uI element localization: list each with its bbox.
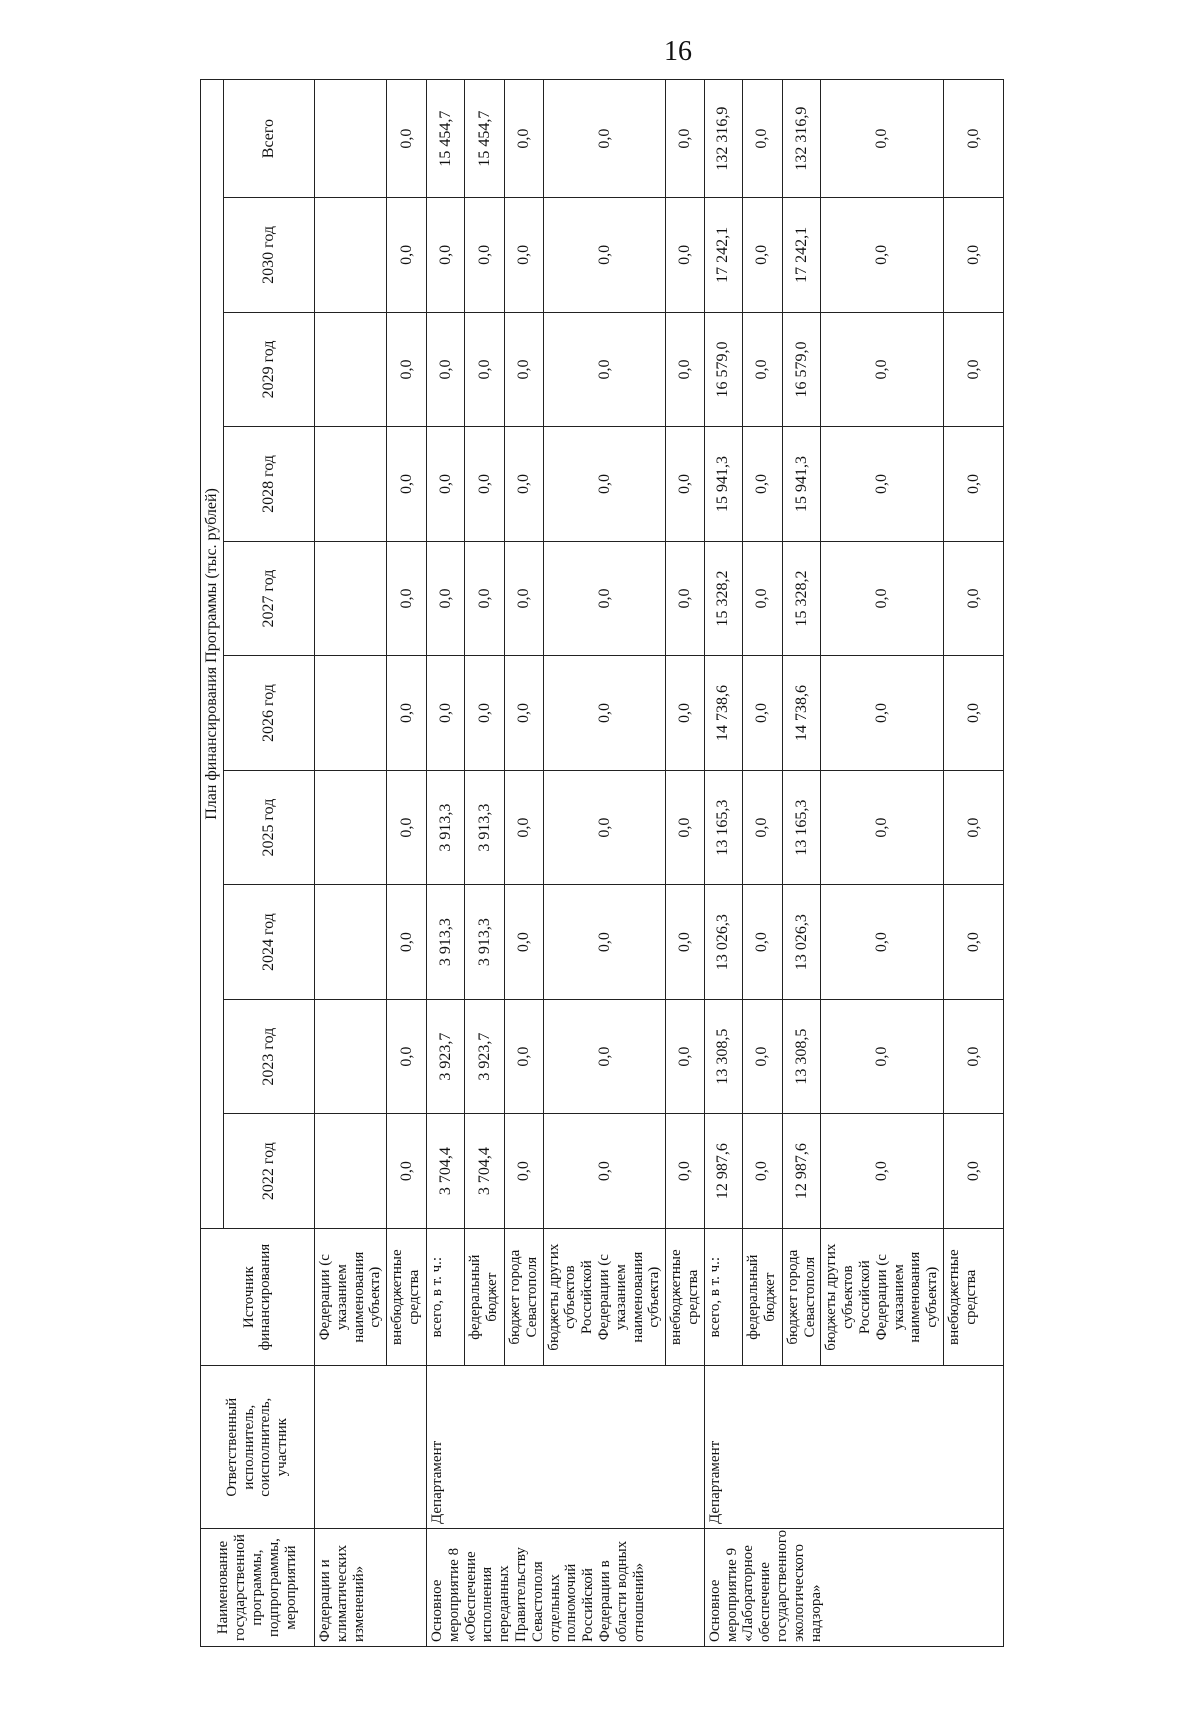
year-value: 15 328,2 (782, 541, 821, 656)
year-value: 0,0 (666, 770, 705, 885)
total-value: 0,0 (666, 80, 705, 198)
year-value: 3 704,4 (465, 1114, 505, 1229)
year-value: 0,0 (465, 656, 505, 771)
measure-name: Основное мероприятие 9 «Лабораторное обеспечение государственного экологического надзора» (704, 1529, 1003, 1647)
col-header-year: 2030 год (223, 198, 314, 313)
year-value: 0,0 (543, 541, 666, 656)
year-value: 0,0 (742, 427, 782, 542)
total-value: 0,0 (387, 80, 427, 198)
col-header-year: 2025 год (223, 770, 314, 885)
year-value: 0,0 (821, 541, 944, 656)
col-header-year: 2027 год (223, 541, 314, 656)
total-value: 15 454,7 (465, 80, 505, 198)
year-value: 12 987,6 (704, 1114, 742, 1229)
year-value: 0,0 (821, 656, 944, 771)
total-value: 0,0 (821, 80, 944, 198)
year-value: 0,0 (742, 312, 782, 427)
year-value: 0,0 (387, 999, 427, 1114)
year-value: 0,0 (505, 427, 544, 542)
total-value: 132 316,9 (782, 80, 821, 198)
year-value: 0,0 (742, 656, 782, 771)
col-header-plan: План финансирования Программы (тыс. рублей) (201, 80, 224, 1229)
year-value: 17 242,1 (782, 198, 821, 313)
total-value: 0,0 (944, 80, 1004, 198)
funding-source: Федерации (с указанием наименования субъекта) (314, 1228, 386, 1365)
year-value (314, 198, 386, 313)
year-value: 0,0 (427, 541, 465, 656)
year-value: 0,0 (742, 541, 782, 656)
year-value: 0,0 (427, 427, 465, 542)
year-value: 0,0 (505, 312, 544, 427)
year-value: 0,0 (387, 1114, 427, 1229)
year-value: 0,0 (944, 1114, 1004, 1229)
year-value: 15 941,3 (782, 427, 821, 542)
year-value: 0,0 (666, 885, 705, 1000)
year-value: 3 913,3 (427, 770, 465, 885)
year-value: 0,0 (505, 198, 544, 313)
year-value: 0,0 (465, 427, 505, 542)
year-value: 0,0 (666, 312, 705, 427)
year-value: 3 704,4 (427, 1114, 465, 1229)
year-value: 0,0 (666, 999, 705, 1114)
year-value: 13 308,5 (704, 999, 742, 1114)
year-value (314, 1114, 386, 1229)
rotated-table-container (200, 17, 1100, 1647)
funding-source: внебюджетные средства (666, 1228, 705, 1365)
funding-source: федеральный бюджет (742, 1228, 782, 1365)
year-value: 0,0 (543, 885, 666, 1000)
year-value: 3 923,7 (465, 999, 505, 1114)
year-value: 0,0 (742, 198, 782, 313)
year-value: 0,0 (742, 1114, 782, 1229)
page-number: 16 (664, 36, 692, 67)
year-value: 0,0 (387, 312, 427, 427)
funding-source: всего, в т. ч.: (427, 1228, 465, 1365)
col-header-year: 2028 год (223, 427, 314, 542)
year-value: 0,0 (944, 312, 1004, 427)
year-value: 0,0 (944, 770, 1004, 885)
col-header-executor: Ответственный исполнитель, соисполнитель, участник (201, 1366, 315, 1529)
year-value: 0,0 (742, 885, 782, 1000)
year-value: 0,0 (944, 885, 1004, 1000)
col-header-year: 2029 год (223, 312, 314, 427)
year-value: 0,0 (944, 541, 1004, 656)
table-body (314, 80, 1003, 1647)
year-value: 0,0 (821, 427, 944, 542)
year-value: 0,0 (821, 770, 944, 885)
year-value: 3 913,3 (465, 770, 505, 885)
year-value: 13 165,3 (704, 770, 742, 885)
col-header-source: Источник финансирования (201, 1228, 315, 1365)
year-value: 0,0 (427, 656, 465, 771)
year-value: 0,0 (543, 1114, 666, 1229)
measure-name: Федерации и климатических изменений» (314, 1529, 426, 1647)
year-value: 15 328,2 (704, 541, 742, 656)
executor: Департамент (427, 1366, 705, 1529)
funding-source: бюджеты других субъектов Российской Федерации (с указанием наименования субъекта) (543, 1228, 666, 1365)
year-value: 0,0 (821, 1114, 944, 1229)
year-value: 0,0 (387, 198, 427, 313)
year-value: 0,0 (666, 427, 705, 542)
year-value (314, 999, 386, 1114)
year-value: 0,0 (387, 770, 427, 885)
year-value: 0,0 (465, 312, 505, 427)
funding-source: внебюджетные средства (944, 1228, 1004, 1365)
year-value: 13 026,3 (782, 885, 821, 1000)
year-value: 14 738,6 (704, 656, 742, 771)
total-value: 15 454,7 (427, 80, 465, 198)
year-value: 3 923,7 (427, 999, 465, 1114)
year-value: 12 987,6 (782, 1114, 821, 1229)
year-value: 16 579,0 (782, 312, 821, 427)
year-value: 0,0 (742, 770, 782, 885)
measure-name: Основное мероприятие 8 «Обеспечение исполнения переданных Правительству Севастополя отдельных полномочий Российской Федерации в области водных отношений» (427, 1529, 705, 1647)
col-header-name: Наименование государственной программы, подпрограммы, мероприятий (201, 1529, 315, 1647)
year-value: 13 026,3 (704, 885, 742, 1000)
year-value: 0,0 (543, 999, 666, 1114)
executor (314, 1366, 426, 1529)
funding-source: всего, в т. ч.: (704, 1228, 742, 1365)
col-header-year: 2024 год (223, 885, 314, 1000)
year-value: 0,0 (821, 885, 944, 1000)
funding-source: бюджеты других субъектов Российской Федерации (с указанием наименования субъекта) (821, 1228, 944, 1365)
year-value: 0,0 (742, 999, 782, 1114)
total-value: 0,0 (742, 80, 782, 198)
col-header-year: Всего (223, 80, 314, 198)
year-value: 0,0 (666, 656, 705, 771)
year-value: 0,0 (505, 1114, 544, 1229)
year-value: 0,0 (944, 427, 1004, 542)
year-value: 0,0 (505, 885, 544, 1000)
year-value: 0,0 (666, 541, 705, 656)
col-header-year: 2022 год (223, 1114, 314, 1229)
year-value: 17 242,1 (704, 198, 742, 313)
year-value: 0,0 (387, 656, 427, 771)
year-value: 0,0 (427, 198, 465, 313)
year-value: 0,0 (666, 198, 705, 313)
year-value: 0,0 (821, 312, 944, 427)
year-value: 0,0 (944, 198, 1004, 313)
funding-source: бюджет города Севастополя (782, 1228, 821, 1365)
year-value: 0,0 (505, 656, 544, 771)
year-value: 0,0 (543, 427, 666, 542)
year-value: 0,0 (465, 198, 505, 313)
year-value: 0,0 (387, 885, 427, 1000)
year-value: 16 579,0 (704, 312, 742, 427)
year-value: 14 738,6 (782, 656, 821, 771)
year-value (314, 312, 386, 427)
year-value (314, 656, 386, 771)
year-value (314, 541, 386, 656)
year-value: 0,0 (821, 999, 944, 1114)
executor: Департамент (704, 1366, 1003, 1529)
year-value: 0,0 (944, 999, 1004, 1114)
year-value: 3 913,3 (427, 885, 465, 1000)
year-value: 0,0 (505, 999, 544, 1114)
table-row (704, 80, 742, 1647)
year-value: 0,0 (543, 770, 666, 885)
header-row-plan (201, 80, 224, 1647)
year-value: 0,0 (465, 541, 505, 656)
table-row (427, 80, 465, 1647)
year-value: 13 308,5 (782, 999, 821, 1114)
year-value: 0,0 (387, 541, 427, 656)
year-value: 0,0 (505, 770, 544, 885)
year-value: 0,0 (427, 312, 465, 427)
total-value: 0,0 (543, 80, 666, 198)
funding-source: внебюджетные средства (387, 1228, 427, 1365)
year-value: 3 913,3 (465, 885, 505, 1000)
funding-source: бюджет города Севастополя (505, 1228, 544, 1365)
year-value (314, 427, 386, 542)
year-value: 0,0 (505, 541, 544, 656)
year-value: 15 941,3 (704, 427, 742, 542)
total-value: 132 316,9 (704, 80, 742, 198)
year-value: 0,0 (821, 198, 944, 313)
total-value (314, 80, 386, 198)
year-value: 0,0 (543, 656, 666, 771)
total-value: 0,0 (505, 80, 544, 198)
year-value: 13 165,3 (782, 770, 821, 885)
year-value: 0,0 (944, 656, 1004, 771)
year-value: 0,0 (543, 198, 666, 313)
year-value (314, 885, 386, 1000)
table-row (314, 80, 386, 1647)
year-value: 0,0 (387, 427, 427, 542)
funding-source: федеральный бюджет (465, 1228, 505, 1365)
year-value: 0,0 (543, 312, 666, 427)
col-header-year: 2026 год (223, 656, 314, 771)
col-header-year: 2023 год (223, 999, 314, 1114)
year-value (314, 770, 386, 885)
year-value: 0,0 (666, 1114, 705, 1229)
financing-table (200, 79, 1004, 1647)
